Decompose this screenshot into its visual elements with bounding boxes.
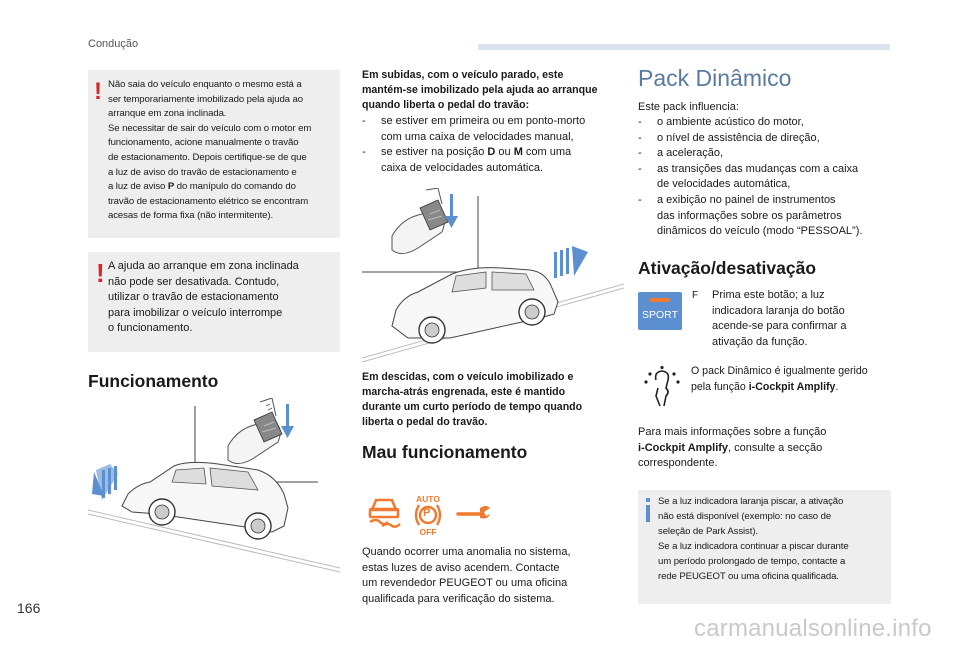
warning-note-2	[88, 252, 340, 352]
warning-note-1-text: Não saia do veículo enquanto o mesmo está a ser temporariamente imobilizado pela ajuda ao arranque em zona inclinada. Se necessitar de sair do veículo com o motor em funcionamento, acione manualmente o travão de estacionamento. Depois certifique-se de que a luz de aviso do travão de estacionamento e a luz de aviso P do manípulo do comando do travão de estacionamento elétrico se encontram acesas de forma fixa (não intermitente).	[108, 79, 312, 222]
list-item: - a exibição no painel de instrumentos das informações sobre os parâmetros dinâmicos do veículo (modo “PESSOAL”).	[638, 193, 894, 240]
list-item: - se estiver em primeira ou em ponto-morto com uma caixa de velocidades manual,	[362, 114, 622, 145]
heading-ativacao: Ativação/desativação	[638, 258, 817, 278]
bullet-symbol: F	[692, 290, 699, 301]
pack-influence-list	[638, 115, 894, 240]
heading-mau-funcionamento: Mau funcionamento	[362, 442, 528, 462]
icockpit-text: O pack Dinâmico é igualmente gerido pela função i-Cockpit Amplify.	[691, 365, 868, 393]
list-item: - se estiver na posição D ou M com uma caixa de velocidades automática.	[362, 145, 622, 176]
warning-note-2-text: A ajuda ao arranque em zona inclinada não pode ser desativada. Contudo, utilizar o travão de estacionamento para imobilizar o veículo interrompe o funcionamento.	[108, 260, 299, 335]
info-note	[638, 490, 891, 604]
watermark: carmanualsonline.info	[694, 615, 932, 642]
list-item: - o nível de assistência de direção,	[638, 131, 894, 147]
pack-dinamico-title: Pack Dinâmico	[638, 65, 792, 91]
uphill-conditions	[362, 114, 622, 176]
info-icon	[646, 498, 650, 522]
warning-icon: !	[94, 78, 102, 105]
info-note-text: Se a luz indicadora laranja piscar, a ativação não está disponível (exemplo: no caso de seleção de Park Assist). Se a luz indicadora continuar a piscar durante um período prolongado de tempo, contacte a rede PEUGEOT ou uma oficina qualificada.	[658, 496, 849, 582]
esc-warning-icon	[366, 494, 402, 530]
motion-arrow-left	[92, 464, 118, 500]
i-cockpit-amplify-icon	[642, 366, 682, 410]
warning-note-1	[88, 70, 340, 238]
warning-icon: !	[96, 258, 105, 288]
pack-intro: Este pack influencia:	[638, 101, 739, 113]
uphill-intro: Em subidas, com o veículo parado, este mantém-se imobilizado pela ajuda ao arranque quando liberta o pedal do travão:	[362, 69, 598, 111]
downhill-text: Em descidas, com o veículo imobilizado e marcha-atrás engrenada, este é mantido durante um curto período de tempo quando liberta o pedal do travão.	[362, 371, 583, 428]
suv-car	[392, 268, 558, 343]
list-item: - a aceleração,	[638, 146, 894, 162]
press-instruction: F Prima este botão; a luz indicadora laranja do botão acende-se para confirmar a ativação da função.	[692, 289, 847, 348]
wrench-warning-icon	[456, 502, 492, 522]
brake-pedal-inset	[362, 188, 478, 272]
sport-button-icon: SPORT	[638, 292, 682, 330]
uphill-car-illustration	[362, 188, 624, 364]
more-info-text: Para mais informações sobre a função i-Cockpit Amplify, consulte a secção correspondente.	[638, 426, 827, 470]
auto-park-warning-icon: AUTO P OFF	[416, 494, 440, 537]
list-item: - as transições das mudanças com a caixa de velocidades automática,	[638, 162, 894, 193]
page-number: 166	[17, 600, 41, 616]
malfunction-text: Quando ocorrer uma anomalia no sistema, estas luzes de aviso acendem. Contacte um revendedor PEUGEOT ou uma oficina qualificada para verificação do sistema.	[362, 546, 571, 605]
downhill-car-illustration	[88, 398, 340, 576]
list-item: - o ambiente acústico do motor,	[638, 115, 894, 131]
motion-arrow-right	[554, 246, 588, 278]
heading-funcionamento: Funcionamento	[88, 371, 219, 391]
section-title: Condução	[88, 38, 139, 50]
header-bar	[478, 44, 890, 50]
